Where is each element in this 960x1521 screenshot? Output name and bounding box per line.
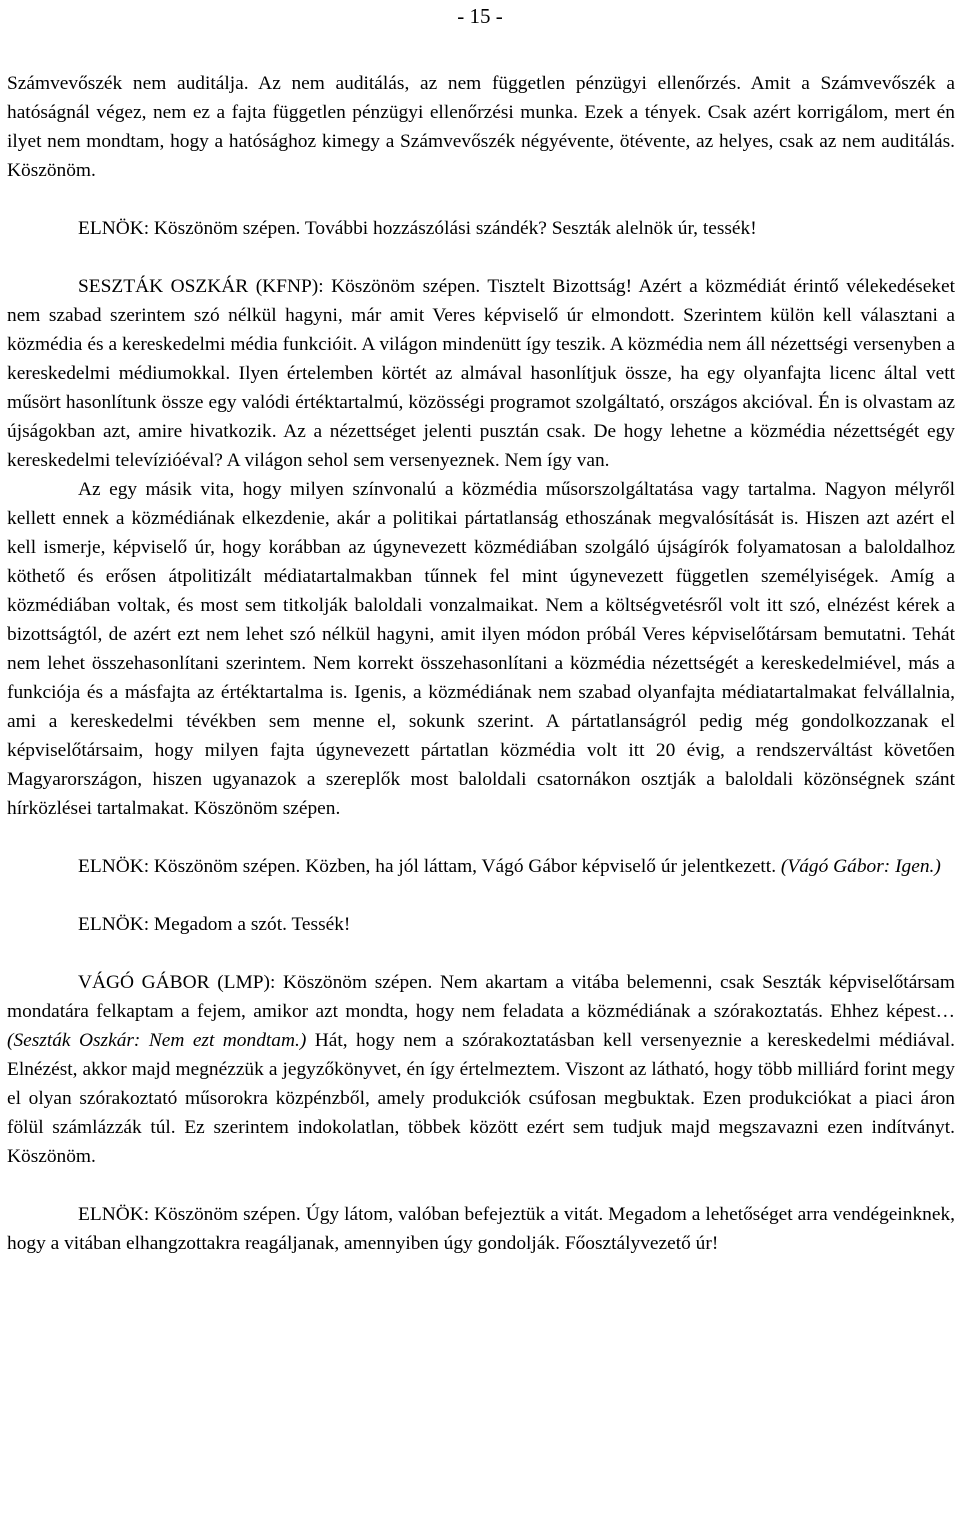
paragraph-text: Számvevőszék nem auditálja. Az nem auditálás, az nem független pénzügyi ellenőrzés. Amit a Számvevőszék a hatóságnál végez, nem ez a fajta független pénzügyi ellenőrzési munka. Ezek a tények. Csak azért korrigálom, mert én ilyet nem mondtam, hogy a hatósághoz kimegy a Számvevőszék négyévente, ötévente, az helyes, csak az nem auditálás. Köszönöm. [7,73,955,181]
paragraph-vago-speech [7,968,955,1171]
paragraph-seszták-continued [7,475,955,823]
interjection-text: (Seszták Oszkár: Nem ezt mondtam.) [7,1030,307,1051]
paragraph-chair-speech [7,852,955,881]
paragraph-text: ELNÖK: Köszönöm szépen. További hozzászólási szándék? Seszták alelnök úr, tessék! [78,218,757,239]
paragraph-text: ELNÖK: Köszönöm szépen. Közben, ha jól láttam, Vágó Gábor képviselő úr jelentkezett. [78,856,781,877]
paragraph-chair-speech [7,214,955,243]
paragraph-continuation [7,69,955,185]
paragraph-text: ELNÖK: Köszönöm szépen. Úgy látom, valóban befejeztük a vitát. Megadom a lehetőséget arra vendégeinknek, hogy a vitában elhangzottakra reagáljanak, amennyiben úgy gondolják. Főosztályvezető úr! [7,1204,955,1254]
paragraph-chair-speech [7,910,955,939]
page-number: - 15 - [457,4,503,28]
paragraph-seszták-speech [7,272,955,475]
paragraph-chair-speech [7,1200,955,1258]
paragraph-text: ELNÖK: Megadom a szót. Tessék! [78,914,351,935]
paragraph-text: Hát, hogy nem a szórakoztatásban kell versenyeznie a kereskedelmi médiával. Elnézést, akkor majd megnézzük a jegyzőkönyvet, én így értelmeztem. Viszont az látható, hogy több milliárd forint megy el olyan szórakoztató műsorokra közpénzből, amely produkciók csúfosan megbuktak. Ezen produkciókat a piaci áron fölül számlázzák túl. Ez szerintem indokolatlan, többek között ezért sem tudjuk majd megszavazni ezen indítványt. Köszönöm. [7,1030,955,1167]
paragraph-text: Az egy másik vita, hogy milyen színvonalú a közmédia műsorszolgáltatása vagy tartalma. Nagyon mélyről kellett ennek a közmédiának elkezdenie, akár a politikai pártatlanság ethoszának megvalósítását is. Hiszen azt azért el kell ismerje, képviselő úr, hogy korábban az úgynevezett közmédiában szolgáló újságírók folyamatosan a baloldalhoz köthető és erősen átpolitizált médiatartalmakban tűnnek fel mint úgynevezett független személyiségek. Amíg a közmédiában voltak, és most sem titkolják baloldali vonzalmaikat. Nem a költségvetésről volt itt szó, elnézést kérek a bizottságtól, de azért ezt nem lehet szó nélkül hagyni, amit ilyen módon próbál Veres képviselőtársam bemutatni. Tehát nem lehet összehasonlítani szerintem. Nem korrekt összehasonlítani a közmédia nézettségét a kereskedelmiével, más a funkciója és a másfajta az értéktartalma is. Igenis, a közmédiának nem szabad olyanfajta médiatartalmakat felvállalnia, ami a kereskedelmi tévékben sem menne el, sokunk szerint. A pártatlanságról pedig még gondolkozzanak el képviselőtársaim, hogy milyen fajta úgynevezett pártatlan közmédia volt itt 20 évig, a rendszerváltást követően Magyarországon, hiszen ugyanazok a szereplők most baloldali csatornákon osztják a baloldali közönségnek szánt hírközlései tartalmakat. Köszönöm szépen. [7,479,955,819]
document-body [7,69,955,1258]
paragraph-text: VÁGÓ GÁBOR (LMP): Köszönöm szépen. Nem akartam a vitába belemenni, csak Seszták képviselőtársam mondatára felkaptam a fejem, amikor azt mondta, hogy nem feladata a közmédiának a szórakoztatás. Ehhez képest… [7,972,955,1022]
paragraph-text: SESZTÁK OSZKÁR (KFNP): Köszönöm szépen. Tisztelt Bizottság! Azért a közmédiát érintő vélekedéseket nem szabad szerintem szó nélkül hagyni, már amit Veres képviselő úr elmondott. Szerintem külön kell választani a közmédia és a kereskedelmi média funkcióit. A világon mindenütt így teszik. A közmédia nem áll nézettségi versenyben a kereskedelmi médiumokkal. Ilyen értelemben körtét az almával hasonlítjuk össze, ha egy olyanfajta licenc által vett műsört hasonlítunk össze egy valódi értéktartalmú, közösségi programot szolgáltató, országos akcióval. Én is olvastam az újságokban azt, amire hivatkozik. Az a nézettséget jelenti pusztán csak. De hogy lehetne a közmédia nézettségét egy kereskedelmi televízióéval? A világon sehol sem versenyeznek. Nem így van. [7,276,955,471]
interjection-text: (Vágó Gábor: Igen.) [780,856,941,877]
